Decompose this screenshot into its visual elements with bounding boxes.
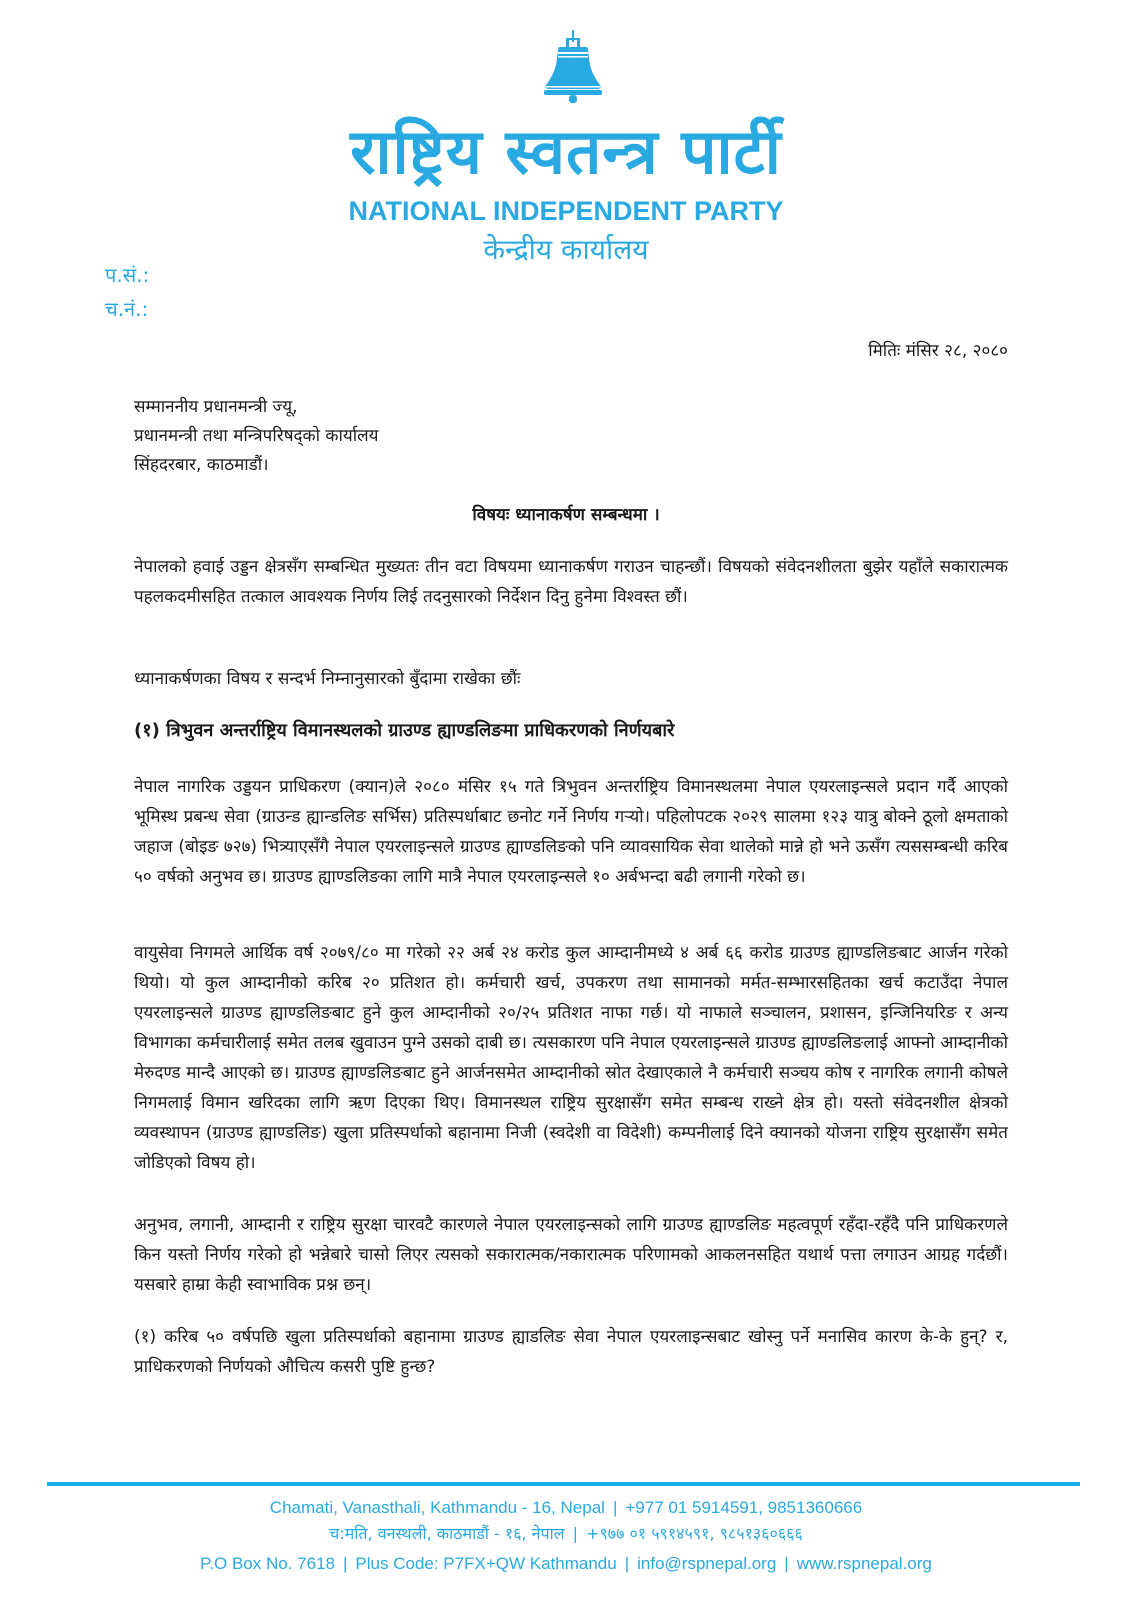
footer-address-np: च:मति, वनस्थली, काठमाडौं - १६, नेपाल [329, 1524, 565, 1543]
subject-line: विषयः ध्यानाकर्षण सम्बन्धमा । [472, 505, 660, 525]
footer-separator: | [784, 1554, 789, 1573]
chalani-number-label: च.नं.: [105, 297, 149, 321]
body-paragraph: अनुभव, लगानी, आम्दानी र राष्ट्रिय सुरक्षा चारवटै कारणले नेपाल एयरलाइन्सको लागि ग्राउण्ड ह्याण्डलिङ महत्वपूर्ण रहँदा-रहँदै पनि प्राधिकरणले किन यस्तो निर्णय गरेको हो भन्नेबारे चासो लिएर त्यसको सकारात्मक/नकारात्मक परिणामको आकलनसहित यथार्थ पत्ता लगाउन आग्रह गर्दछौं। यसबारे हाम्रा केही स्वाभाविक प्रश्न छन्। [134, 1215, 1008, 1295]
footer-contact-english [0, 1496, 1132, 1520]
party-name-english: NATIONAL INDEPENDENT PARTY [348, 196, 784, 226]
addressee-line: प्रधानमन्त्री तथा मन्त्रिपरिषद्को कार्यालय [134, 426, 379, 446]
footer-contact-nepali [0, 1522, 1132, 1546]
addressee-line: सिंहदरबार, काठमाडौं। [134, 455, 269, 475]
footer-divider [47, 1482, 1080, 1486]
footer-address-en: Chamati, Vanasthali, Kathmandu - 16, Nepal [269, 1498, 605, 1517]
bell-icon [538, 30, 608, 110]
footer-separator: | [343, 1554, 348, 1573]
letter-date: मितिः मंसिर २८, २०८० [868, 341, 1008, 361]
section-heading: (१) त्रिभुवन अन्तर्राष्ट्रिय विमानस्थलको ग्राउण्ड ह्याण्डलिङमा प्राधिकरणको निर्णयबारे [134, 720, 675, 741]
footer-links [0, 1552, 1132, 1576]
body-paragraph: नेपाल नागरिक उड्डयन प्राधिकरण (क्यान)ले २०८० मंसिर १५ गते त्रिभुवन अन्तर्राष्ट्रिय विमानस्थलमा नेपाल एयरलाइन्सले प्रदान गर्दै आएको भूमिस्थ प्रबन्ध सेवा (ग्राउन्ड ह्यान्डलिङ सर्भिस) प्रतिस्पर्धाबाट छनोट गर्ने निर्णय गऱ्यो। पहिलोपटक २०२९ सालमा १२३ यात्रु बोक्ने ठूलो क्षमताको जहाज (बोइङ ७२७) भित्र्याएसँगै नेपाल एयरलाइन्सले ग्राउण्ड ह्याण्डलिङको पनि व्यावसायिक सेवा थालेको मान्ने हो भने ऊसँग त्यससम्बन्धी करिब ५० वर्षको अनुभव छ। ग्राउण्ड ह्याण्डलिङका लागि मात्रै नेपाल एयरलाइन्सले १० अर्बभन्दा बढी लगानी गरेको छ। [134, 777, 1008, 887]
intro-paragraph: नेपालको हवाई उड्डन क्षेत्रसँग सम्बन्धित मुख्यतः तीन वटा विषयमा ध्यानाकर्षण गराउन चाहन्छौं। विषयको संवेदनशीलता बुझेर यहाँले सकारात्मक पहलकदमीसहित तत्काल आवश्यक निर्णय लिई तदनुसारको निर्देशन दिनु हुनेमा विश्वस्त छौं। [134, 557, 1008, 607]
question-paragraph: (१) करिब ५० वर्षपछि खुला प्रतिस्पर्धाको बहानामा ग्राउण्ड ह्याडलिङ सेवा नेपाल एयरलाइन्सबाट खोस्नु पर्ने मनासिव कारण के-के हुन्? र, प्राधिकरणको निर्णयको औचित्य कसरी पुष्टि हुन्छ? [134, 1327, 1008, 1377]
footer-po-box: P.O Box No. 7618 [200, 1554, 335, 1573]
body-paragraph: वायुसेवा निगमले आर्थिक वर्ष २०७९/८० मा गरेको २२ अर्ब २४ करोड कुल आम्दानीमध्ये ४ अर्ब ६६ करोड ग्राउण्ड ह्याण्डलिङबाट आर्जन गरेको थियो। यो कुल आम्दानीको करिब २० प्रतिशत हो। कर्मचारी खर्च, उपकरण तथा सामानको मर्मत-सम्भारसहितका खर्च कटाउँदा नेपाल एयरलाइन्सले ग्राउण्ड ह्याण्डलिङबाट हुने कुल आम्दानीको २०/२५ प्रतिशत नाफा गर्छ। यो नाफाले सञ्चालन, प्रशासन, इन्जिनियरिङ र अन्य विभागका कर्मचारीलाई समेत तलब खुवाउन पुग्ने उसको दाबी छ। त्यसकारण पनि नेपाल एयरलाइन्सले ग्राउण्ड ह्याण्डलिङलाई आफ्नो आम्दानीको मेरुदण्ड मान्दै आएको छ। ग्राउण्ड ह्याण्डलिङबाट हुने आर्जनसमेत आम्दानीको स्रोत देखाएकाले नै कर्मचारी सञ्चय कोष र नागरिक लगानी कोषले निगमलाई विमान खरिदका लागि ऋण दिएका थिए। विमानस्थल राष्ट्रिय सुरक्षासँग समेत सम्बन्ध राख्ने क्षेत्र हो। यस्तो संवेदनशील क्षेत्रको व्यवस्थापन (ग्राउण्ड ह्याण्डलिङ) खुला प्रतिस्पर्धाको बहानामा निजी (स्वदेशी वा विदेशी) कम्पनीलाई दिने क्यानको योजना राष्ट्रिय सुरक्षासँग समेत जोडिएको विषय हो। [134, 943, 1008, 1173]
addressee-block [134, 393, 379, 480]
footer-separator: | [624, 1554, 630, 1573]
patra-sankhya-label: प.सं.: [105, 263, 150, 287]
footer-website-link[interactable]: www.rspnepal.org [796, 1554, 932, 1573]
footer-plus-code: Plus Code: P7FX+QW Kathmandu [355, 1554, 617, 1573]
office-name: केन्द्रीय कार्यालय [483, 233, 649, 266]
footer-email-link[interactable]: info@rspnepal.org [637, 1554, 777, 1573]
list-intro-paragraph: ध्यानाकर्षणका विषय र सन्दर्भ निम्नानुसारको बुँदामा राखेका छौंः [134, 669, 521, 689]
addressee-line: सम्माननीय प्रधानमन्त्री ज्यू, [134, 397, 298, 417]
footer-separator: | [572, 1524, 579, 1543]
party-name-nepali: राष्ट्रिय स्वतन्त्र पार्टी [350, 115, 782, 188]
footer-phone-en: +977 01 5914591, 9851360666 [625, 1498, 863, 1517]
footer-separator: | [612, 1498, 618, 1517]
footer-phone-np: +९७७ ०१ ५९१४५९१, ९८५१३६०६६६ [586, 1524, 803, 1543]
